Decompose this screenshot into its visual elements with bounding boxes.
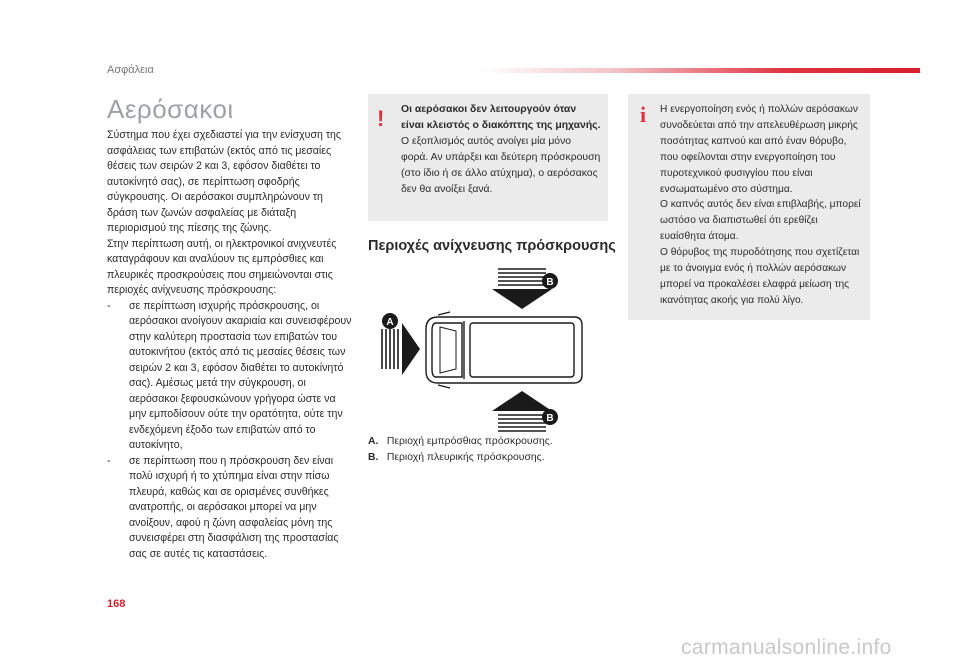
intro-paragraph-2: Στην περίπτωση αυτή, οι ηλεκτρονικοί ανιχνευτές καταγράφουν και αναλύουν τις εμπρόσθιες και πλευρικές προσκρούσεις που σημειώνονται στις περιοχές ανίχνευσης πρόσκρουσης: (107, 237, 337, 296)
legend-text: Περιοχή εμπρόσθιας πρόσκρουσης. (386, 436, 553, 447)
label-a: A (386, 317, 394, 328)
list-dash: - (107, 454, 111, 467)
intro-list-item-2 (107, 454, 355, 563)
warning-icon: ! (377, 106, 385, 131)
side-impact-arrow-bottom (492, 391, 552, 431)
label-b-bottom: B (546, 413, 554, 424)
intro-column (107, 128, 355, 562)
detection-section-title: Περιοχές ανίχνευσης πρόσκρουσης (368, 238, 616, 254)
legend-item-b (368, 450, 553, 466)
legend-key: A. (368, 436, 379, 447)
legend-key: B. (368, 451, 379, 463)
info-text (660, 102, 866, 309)
legend-text: Περιοχή πλευρικής πρόσκρουσης. (386, 451, 545, 463)
list-item-text: σε περίπτωση ισχυρής πρόσκρουσης, οι αερόσακοι ανοίγουν ακαριαία και συνεισφέρουν στην καλύτερη προστασία των επιβατών του αυτοκινήτου (εκτός από τις μεσαίες θέσεις των σειρών 2 και 3, εφόσον διαθέτει το αυτοκίνητό σας). Αμέσως μετά την σύγκρουση, οι αερόσακοι ξεφουσκώνουν γρήγορα ώστε να μην εμποδίσουν ούτε την ορατότητα, ούτε την ενδεχόμενη έξοδο των επιβατών από το αυτοκίνητο, (129, 299, 352, 451)
warning-body: Ο εξοπλισμός αυτός ανοίγει μία μόνο φορά. Αν υπάρξει και δεύτερη πρόσκρουση (στο ίδιο ή σε άλλο ατύχημα), ο αερόσακος δεν θα ανοίξει ξανά. (401, 136, 601, 195)
info-paragraph-1: Η ενεργοποίηση ενός ή πολλών αερόσακων συνοδεύεται από την απελευθέρωση μικρής ποσότητας καπνού και από έναν θόρυβο, που οφείλονται στην ενεργοποίηση του πυροτεχνικού φυσιγγίου που είναι ενσωματωμένο στο σύστημα. (660, 104, 858, 195)
side-impact-arrow-top (492, 269, 552, 309)
info-paragraph-2: Ο καπνός αυτός δεν είναι επιβλαβής, μπορεί ωστόσο να διαπιστωθεί ότι ερεθίζει ευαίσθητα άτομα. (660, 199, 861, 243)
intro-paragraph-1: Σύστημα που έχει σχεδιαστεί για την ενίσχυση της ασφάλειας των επιβατών (εκτός από τις μεσαίες θέσεις των σειρών 2 και 3, εφόσον διαθέτει το αυτοκίνητό σας), σε περίπτωση σφοδρής σύγκρουσης. Οι αερόσακοι συμπληρώνουν τη δράση των ζωνών ασφαλείας με διάταξη περιορισμού της πίεσης της ζώνης. (107, 129, 342, 234)
warning-box (368, 94, 608, 221)
header-accent-bar (480, 68, 920, 73)
list-dash: - (107, 299, 111, 312)
label-b-top: B (546, 277, 554, 288)
detection-legend (368, 434, 553, 465)
list-item-text: σε περίπτωση που η πρόσκρουση δεν είναι πολύ ισχυρή ή το χτύπημα είναι στην πίσω πλευρά, καθώς και σε ορισμένες συνθήκες ανατροπής, οι αερόσακοι μπορεί να μην ανοίξουν, αφού η ζώνη ασφαλείας μόνη της συνεισφέρει στη διασφάλιση της προστασίας σας σε αυτές τις καταστάσεις. (129, 454, 339, 560)
info-icon: i (640, 102, 647, 127)
page-number: 168 (107, 598, 126, 610)
warning-title: Οι αερόσακοι δεν λειτουργούν όταν είναι κλειστός ο διακόπτης της μηχανής. (401, 104, 601, 131)
vehicle-diagram (378, 265, 598, 435)
van-outline (426, 312, 582, 388)
info-paragraph-3: Ο θόρυβος της πυροδότησης που σχετίζεται με το άνοιγμα ενός ή πολλών αερόσακων μπορεί να προκαλέσει ελαφρά μείωση της ικανότητας ακοής για πολύ λίγο. (660, 247, 860, 306)
header-section-label: Ασφάλεια (107, 64, 154, 76)
info-box (628, 94, 870, 320)
detection-diagram (378, 265, 598, 435)
warning-text (401, 102, 601, 198)
intro-list-item-1 (107, 299, 355, 454)
legend-item-a (368, 434, 553, 450)
page-title: Αερόσακοι (107, 94, 234, 124)
front-impact-arrow (382, 323, 420, 375)
watermark: carmanualsonline.info (681, 636, 892, 659)
